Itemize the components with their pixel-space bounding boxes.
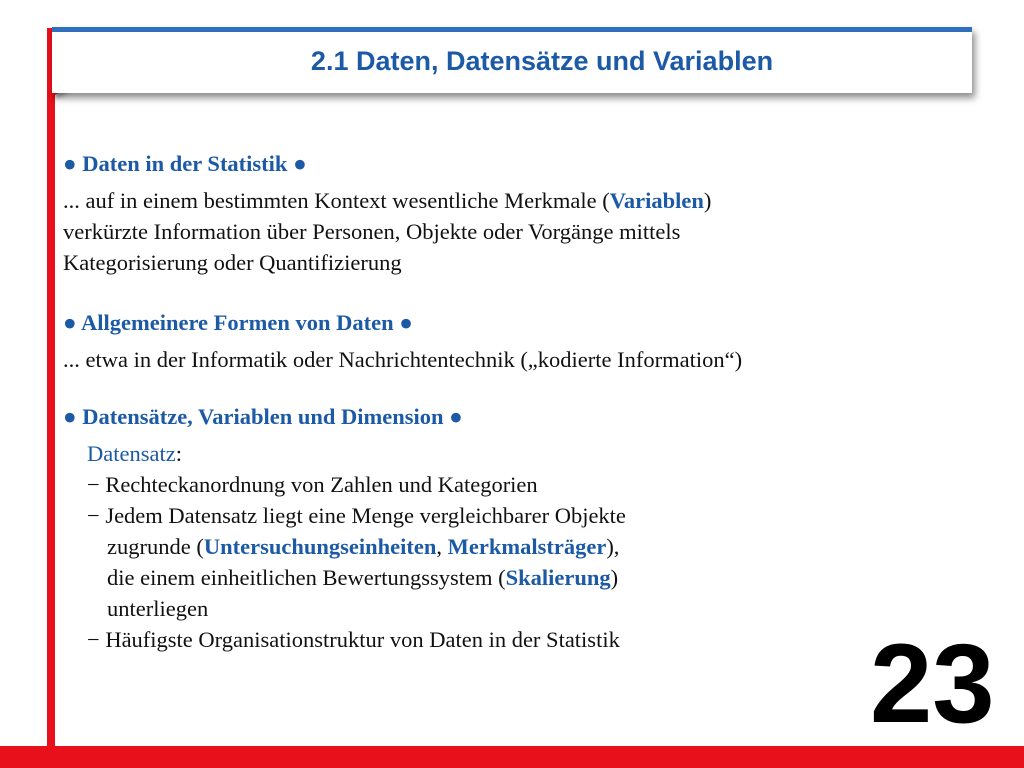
datensatz-block bbox=[87, 438, 963, 655]
text-fragment: ) bbox=[703, 188, 712, 213]
section-text-daten bbox=[63, 185, 963, 278]
text-fragment: ) bbox=[610, 565, 619, 590]
flagpole-decoration bbox=[47, 28, 55, 746]
section-heading-daten: ● Daten in der Statistik ● bbox=[63, 151, 307, 176]
section-heading-datensaetze: ● Datensätze, Variablen und Dimension ● bbox=[63, 404, 463, 429]
term-merkmalstraeger: Merkmalsträger bbox=[447, 534, 607, 559]
list-item-continuation: unterliegen bbox=[107, 596, 209, 621]
bottom-bar bbox=[0, 746, 1024, 768]
list-item-continuation bbox=[87, 562, 963, 593]
list-item: − Rechteckanordnung von Zahlen und Kategorien bbox=[87, 472, 538, 497]
text-line: Kategorisierung oder Quantifizierung bbox=[63, 250, 402, 275]
section-text-allgemein: ... etwa in der Informatik oder Nachrichtentechnik („kodierte Information“) bbox=[63, 347, 743, 372]
slide-title: 2.1 Daten, Datensätze und Variablen bbox=[310, 46, 774, 76]
section-heading-allgemein: ● Allgemeinere Formen von Daten ● bbox=[63, 310, 413, 335]
title-bar bbox=[52, 27, 972, 93]
page-number: 23 bbox=[870, 621, 995, 746]
datensatz-label-line bbox=[87, 438, 963, 469]
list-item: − Häufigste Organisationstruktur von Daten in der Statistik bbox=[87, 627, 620, 652]
slide-content bbox=[63, 148, 963, 655]
text-fragment: ), bbox=[606, 534, 620, 559]
term-untersuchungseinheiten: Untersuchungseinheiten bbox=[203, 534, 437, 559]
term-skalierung: Skalierung bbox=[505, 565, 611, 590]
text-fragment: ... auf in einem bestimmten Kontext wesentliche Merkmale ( bbox=[63, 188, 610, 213]
list-item-continuation bbox=[87, 531, 963, 562]
text-fragment: : bbox=[175, 441, 182, 466]
text-fragment: , bbox=[436, 534, 448, 559]
text-fragment: die einem einheitlichen Bewertungssystem ( bbox=[107, 565, 506, 590]
term-variablen: Variablen bbox=[609, 188, 704, 213]
datensatz-label: Datensatz bbox=[87, 441, 176, 466]
list-item: − Jedem Datensatz liegt eine Menge vergleichbarer Objekte bbox=[87, 503, 626, 528]
text-line: verkürzte Information über Personen, Objekte oder Vorgänge mittels bbox=[63, 219, 681, 244]
text-fragment: zugrunde ( bbox=[107, 534, 204, 559]
